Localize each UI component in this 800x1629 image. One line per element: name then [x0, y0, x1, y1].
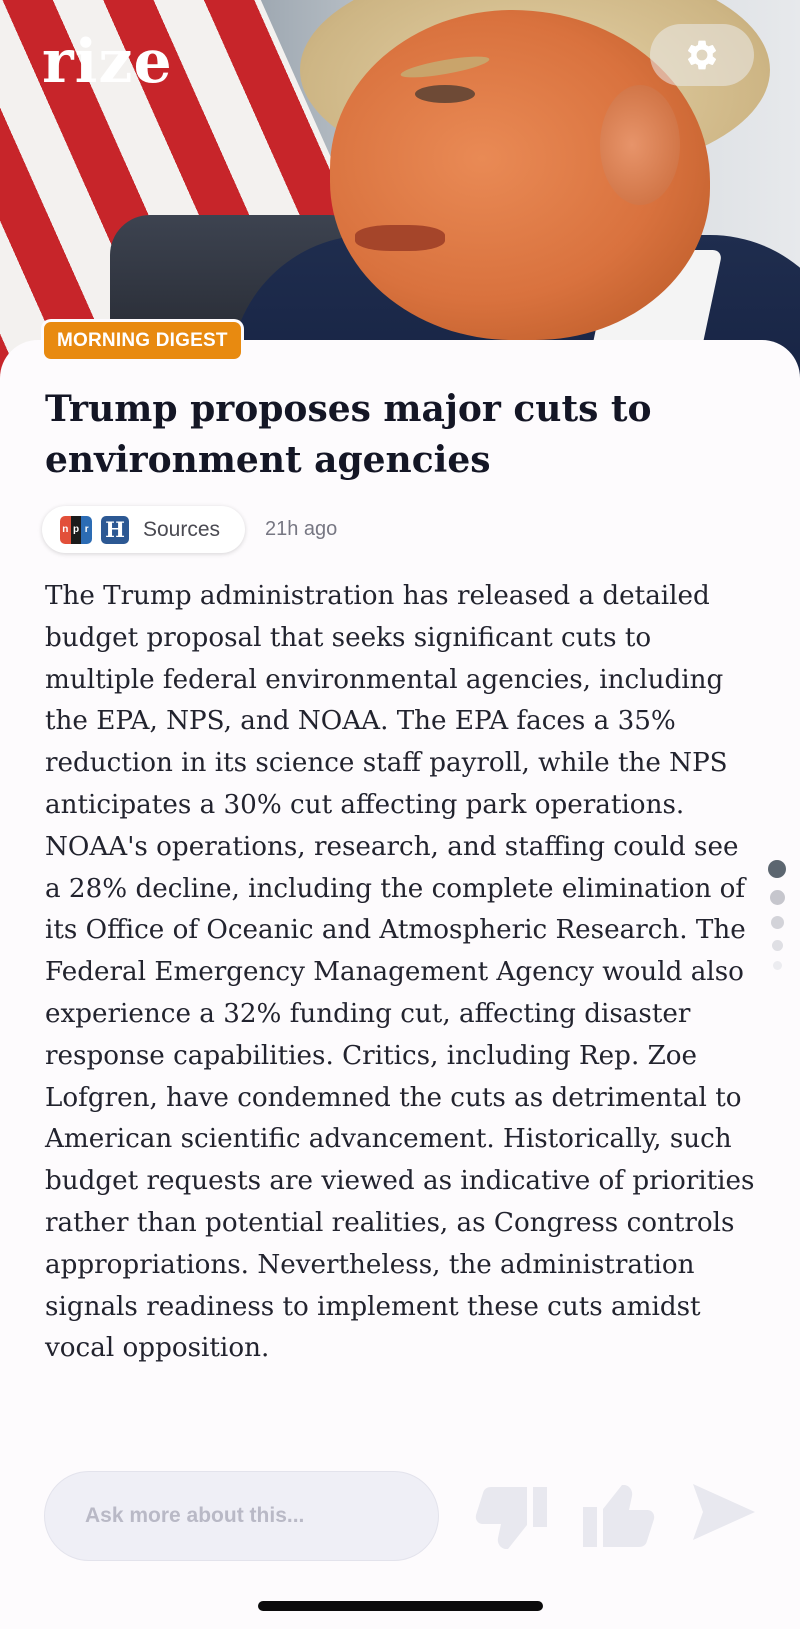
- sources-button[interactable]: [42, 506, 245, 553]
- pager-dot[interactable]: [771, 916, 784, 929]
- category-badge: MORNING DIGEST: [44, 322, 241, 359]
- settings-button[interactable]: [650, 24, 754, 86]
- article-title: Trump proposes major cuts to environment agencies: [45, 388, 652, 481]
- thumbs-down-icon: [471, 1483, 551, 1553]
- timestamp: 21h ago: [265, 518, 338, 540]
- share-button[interactable]: [690, 1480, 758, 1544]
- pager-dot[interactable]: [773, 961, 782, 970]
- sources-label: Sources: [143, 518, 221, 541]
- thumbs-up-icon: [581, 1475, 661, 1549]
- home-indicator: [258, 1601, 543, 1611]
- ask-input[interactable]: [44, 1471, 439, 1561]
- like-button[interactable]: [580, 1474, 662, 1550]
- npr-logo: n p r: [60, 516, 92, 544]
- dislike-button[interactable]: [470, 1482, 552, 1554]
- send-icon: [691, 1482, 757, 1542]
- pager-dot[interactable]: [768, 860, 786, 878]
- gear-icon: [684, 37, 720, 73]
- pager-dot[interactable]: [770, 890, 785, 905]
- article-summary: The Trump administration has released a detailed budget proposal that seeks significant cuts to multiple federal environmental agencies, including the EPA, NPS, and NOAA. The EPA faces a 35% reduction in its science staff payroll, while the NPS anticipates a 30% cut affecting park operations. NOAA's operations, research, and staffing could see a 28% decline, including the complete elimination of its Office of Oceanic and Atmospheric Research. The Federal Emergency Management Agency would also experience a 32% funding cut, affecting disaster response capabilities. Critics, including Rep. Zoe Lofgren, have condemned the cuts as detrimental to American scientific advancement. Historically, such budget requests are viewed as indicative of priorities rather than potential realities, as Congress controls appropriations. Nevertheless, the administration signals readiness to implement these cuts amidst vocal opposition.: [45, 581, 755, 1364]
- pager-dot[interactable]: [772, 940, 783, 951]
- source-h-logo: H: [101, 516, 129, 544]
- app-logo: rize: [42, 27, 173, 97]
